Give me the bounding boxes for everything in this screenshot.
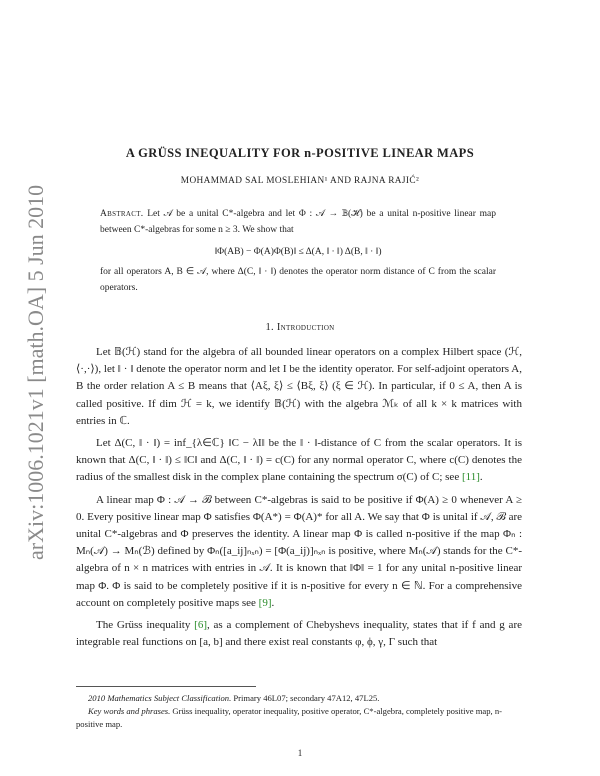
citation-link-11[interactable]: [11] bbox=[461, 471, 480, 484]
footnote-msc bbox=[76, 692, 522, 705]
footnote-msc-label: 2010 Mathematics Subject Classification. bbox=[88, 693, 232, 703]
paragraph-4 bbox=[76, 617, 522, 651]
paragraph-3-text: A linear map Φ : 𝒜 → ℬ between C*-algebras is said to be positive if Φ(A) ≥ 0 whenever A ≥ 0. Every positive linear map Φ satisfies Φ(A*) = Φ(A)* for all A. We say that Φ is unital if 𝒜, ℬ are unital C*-algebras and Φ preserves the identity. A linear map Φ is called n-positive if the map Φₙ : Mₙ(𝒜) → Mₙ(ℬ) defined by Φₙ([a_ij]ₙₓₙ) = [Φ(a_ij)]ₙₓₙ is positive, where Mₙ(𝒜) stands for the C*-algebra of n × n matrices with entries in 𝒜. It is known that ‖Φ‖ = 1 for any unital n-positive linear map Φ. Φ is said to be completely positive if it is n-positive for every n ∈ ℕ. For a comprehensive account on completely positive maps see bbox=[76, 493, 522, 609]
paragraph-2 bbox=[76, 435, 522, 487]
abstract-text-2: for all operators A, B ∈ 𝒜, where Δ(C, ‖ · ‖) denotes the operator norm distance of C from the scalar operators. bbox=[100, 267, 496, 293]
page-number: 1 bbox=[297, 748, 303, 758]
footnotes bbox=[76, 692, 522, 731]
paper-title: A GRÜSS INEQUALITY FOR n-POSITIVE LINEAR MAPS bbox=[125, 146, 475, 160]
section-title: Introduction bbox=[276, 322, 335, 333]
main-text bbox=[76, 344, 522, 656]
abstract bbox=[100, 206, 496, 296]
citation-link-6[interactable]: [6] bbox=[194, 619, 207, 632]
abstract-equation: ‖Φ(AB) − Φ(A)Φ(B)‖ ≤ Δ(A, ‖ · ‖) Δ(B, ‖ · ‖) bbox=[214, 247, 382, 257]
arxiv-stamp bbox=[16, 180, 52, 560]
footnote-keywords-text: Grüss inequality, operator inequality, positive operator, C*-algebra, completely positive map, n-positive map. bbox=[76, 706, 502, 729]
footnote-msc-text: Primary 46L07; secondary 47A12, 47L25. bbox=[231, 693, 380, 703]
paragraph-3 bbox=[76, 492, 522, 612]
arxiv-stamp-text: arXiv:1006.1021v1 [math.OA] 5 Jun 2010 bbox=[23, 184, 48, 560]
footnote-rule bbox=[76, 686, 256, 687]
section-number: 1. bbox=[265, 322, 274, 333]
paragraph-4-text-end: , as a complement of Chebyshevs inequality, states that if f and g are integrable real functions on [a, b] and there exist real constants φ, ϕ, γ, Γ such that bbox=[76, 619, 522, 649]
paragraph-2-text: Let Δ(C, ‖ · ‖) = inf_{λ∈ℂ} ‖C − λI‖ be the ‖ · ‖-distance of C from the scalar operators. It is known that Δ(C, ‖ · ‖) ≤ ‖C‖ and Δ(C, ‖ · ‖) = c(C) for any normal operator C, where c(C) denotes the radius of the smallest disk in the complex plane containing the spectrum σ(C) of C; see bbox=[76, 437, 522, 484]
paper-authors: MOHAMMAD SAL MOSLEHIAN¹ AND RAJNA RAJIĆ² bbox=[180, 176, 420, 186]
paragraph-2-end: . bbox=[479, 471, 483, 484]
abstract-text-1: Let 𝒜 be a unital C*-algebra and let Φ : 𝒜 → 𝔹(ℋ) be a unital n-positive linear map between C*-algebras for some n ≥ 3. We show that bbox=[100, 209, 497, 235]
abstract-label: Abstract. bbox=[100, 209, 144, 219]
footnote-keywords-label: Key words and phrases. bbox=[88, 706, 171, 716]
paragraph-3-end: . bbox=[271, 596, 275, 609]
citation-link-9[interactable]: [9] bbox=[258, 596, 272, 609]
footnote-keywords bbox=[76, 705, 522, 731]
paragraph-1: Let 𝔹(ℋ) stand for the algebra of all bounded linear operators on a complex Hilbert space (ℋ, ⟨·,·⟩), let ‖ · ‖ denote the operator norm and let I be the identity operator. For self-adjoint operators A, B the order relation A ≤ B means that ⟨Aξ, ξ⟩ ≤ ⟨Bξ, ξ⟩ (ξ ∈ ℋ). In particular, if 0 ≤ A, then A is called positive. If dim ℋ = k, we identify 𝔹(ℋ) with the algebra ℳₖ of all k × k matrices with entries in ℂ. bbox=[76, 346, 522, 427]
paragraph-4-text: The Grüss inequality bbox=[96, 619, 195, 632]
section-heading bbox=[0, 322, 600, 333]
